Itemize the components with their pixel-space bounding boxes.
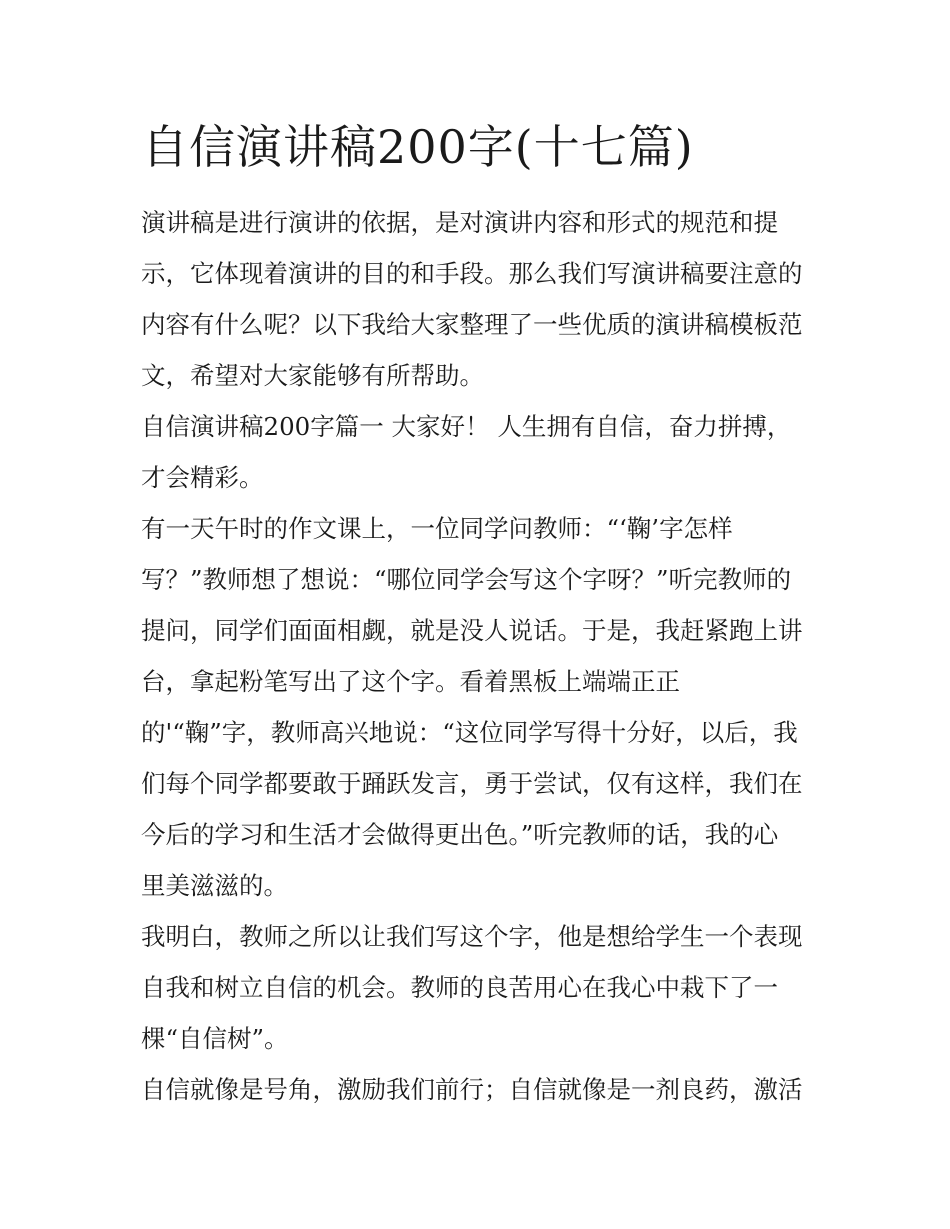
document-body [141,197,816,1115]
body-line: 里美滋滋的。 [141,871,288,900]
body-line: 我明白，教师之所以让我们写这个字，他是想给学生一个表现 [141,922,803,951]
body-line: 们每个同学都要敢于踊跃发言，勇于尝试，仅有这样，我们在 [141,769,803,798]
body-line: 内容有什么呢？以下我给大家整理了一些优质的演讲稿模板范 [141,310,803,339]
body-line: 自信就像是号角，激励我们前行；自信就像是一剂良药，激活 [141,1075,803,1104]
body-line: 写？”教师想了想说：“哪位同学会写这个字呀？”听完教师的 [141,565,792,594]
body-line: 文，希望对大家能够有所帮助。 [141,361,484,390]
body-line: 提问，同学们面面相觑，就是没人说话。于是，我赶紧跑上讲 [141,616,803,645]
body-line: 自我和树立自信的机会。教师的良苦用心在我心中栽下了一 [141,973,778,1002]
body-line: 才会精彩。 [141,463,264,492]
body-line: 示，它体现着演讲的目的和手段。那么我们写演讲稿要注意的 [141,259,803,288]
body-line: 演讲稿是进行演讲的依据，是对演讲内容和形式的规范和提 [141,208,778,237]
body-line: 有一天午时的作文课上，一位同学问教师：“‘鞠’字怎样 [141,514,733,543]
document-title: 自信演讲稿200字(十七篇) [142,120,694,174]
body-line: 今后的学习和生活才会做得更出色。”听完教师的话，我的心 [141,820,779,849]
body-line: 的'“鞠”字，教师高兴地说：“这位同学写得十分好，以后，我 [141,718,798,747]
body-line: 棵“自信树”。 [141,1024,289,1053]
body-line: 台，拿起粉笔写出了这个字。看着黑板上端端正正 [141,667,680,696]
body-line: 自信演讲稿200字篇一 大家好！ 人生拥有自信，奋力拼搏， [141,412,792,441]
